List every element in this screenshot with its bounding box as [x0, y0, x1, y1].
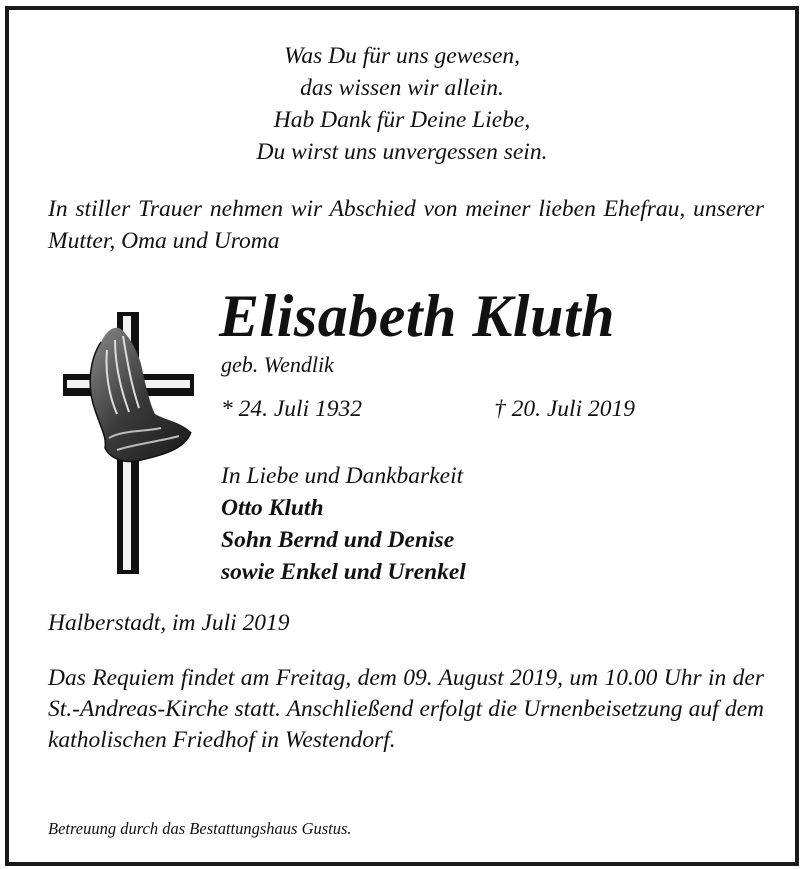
- poem-line: das wissen wir allein.: [300, 75, 504, 101]
- requiem-text: Das Requiem findet am Freitag, dem 09. August 2019, um 10.00 Uhr in der St.-Andreas-Kirche statt. Anschließend erfolgt die Urnenbeisetzung auf dem katholischen Friedhof in Westendorf.: [48, 665, 764, 753]
- funeral-home-note: Betreuung durch das Bestattungshaus Gustus.: [48, 819, 352, 838]
- deceased-name: Elisabeth Kluth: [219, 283, 615, 349]
- poem: [9, 40, 795, 168]
- death-date: † 20. Juli 2019: [494, 396, 635, 422]
- birth-date: * 24. Juli 1932: [221, 396, 362, 422]
- place-date: Halberstadt, im Juli 2019: [48, 610, 290, 636]
- notice-frame: [5, 6, 799, 866]
- mourner-name: Otto Kluth: [221, 495, 324, 521]
- maiden-name: geb. Wendlik: [221, 352, 334, 377]
- mourner-name: sowie Enkel und Urenkel: [221, 559, 466, 585]
- mourners-lead: In Liebe und Dankbarkeit: [221, 463, 464, 489]
- mourner-name: Sohn Bernd und Denise: [221, 527, 455, 553]
- poem-line: Hab Dank für Deine Liebe,: [273, 107, 531, 133]
- cross-with-praying-hands-icon: [61, 310, 196, 578]
- mourners-block: [221, 460, 466, 588]
- poem-line: Was Du für uns gewesen,: [283, 43, 521, 69]
- intro-text: In stiller Trauer nehmen wir Abschied von meiner lieben Ehefrau, unserer Mutter, Oma und Uroma: [48, 196, 764, 254]
- poem-line: Du wirst uns unvergessen sein.: [256, 139, 548, 165]
